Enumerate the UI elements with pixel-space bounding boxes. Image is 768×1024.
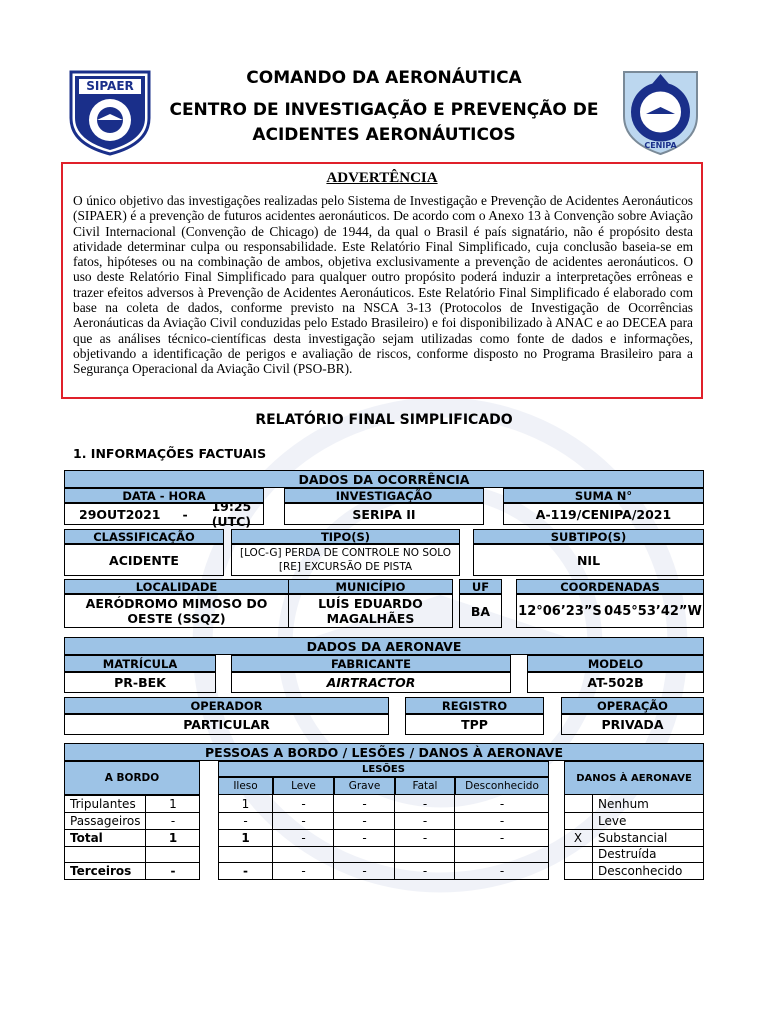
table-gridline bbox=[218, 795, 219, 879]
classificacao-label: CLASSIFICAÇÃO bbox=[64, 529, 224, 544]
table-gridline bbox=[64, 795, 65, 879]
pessoas-row-value: - bbox=[499, 797, 505, 811]
advertencia-box bbox=[61, 162, 703, 399]
investigacao-value: SERIPA II bbox=[284, 503, 484, 525]
pessoas-row-value: - bbox=[362, 814, 367, 828]
danos-mark: X bbox=[573, 831, 583, 845]
table-gridline bbox=[703, 795, 704, 879]
suma-value: A-119/CENIPA/2021 bbox=[503, 503, 704, 525]
longitude-value: 045°53’42”W bbox=[604, 603, 702, 619]
localidade-value bbox=[64, 594, 289, 628]
cenipa-logo-text: CENIPA bbox=[644, 141, 677, 150]
table-gridline bbox=[394, 795, 395, 879]
section-title: 1. INFORMAÇÕES FACTUAIS bbox=[73, 446, 267, 461]
table-gridline bbox=[145, 795, 146, 879]
pessoas-row-value: - bbox=[301, 831, 306, 845]
localidade-label: LOCALIDADE bbox=[64, 579, 289, 594]
pessoas-row-value: - bbox=[422, 831, 428, 845]
pessoas-row-total: 1 bbox=[169, 797, 177, 811]
table-gridline bbox=[218, 829, 549, 830]
tipos-label: TIPO(S) bbox=[231, 529, 460, 544]
municipio-label: MUNICÍPIO bbox=[288, 579, 453, 594]
matricula-value: PR-BEK bbox=[64, 672, 216, 693]
pessoas-row-value: - bbox=[499, 864, 505, 878]
table-gridline bbox=[272, 795, 273, 879]
danos-label-item: Nenhum bbox=[598, 797, 649, 811]
subtipos-value: NIL bbox=[473, 544, 704, 576]
danos-mark bbox=[564, 863, 592, 879]
table-gridline bbox=[564, 812, 704, 813]
danos-label-item: Desconhecido bbox=[598, 864, 683, 878]
pessoas-row-total: - bbox=[170, 864, 176, 878]
lesoes-col-header: Fatal bbox=[395, 777, 455, 795]
pessoas-row-value: - bbox=[243, 864, 248, 878]
aeronave-band: DADOS DA AERONAVE bbox=[64, 637, 704, 655]
registro-value: TPP bbox=[405, 714, 544, 735]
fabricante-value: AIRTRACTOR bbox=[231, 672, 511, 693]
pessoas-row-value: - bbox=[422, 864, 428, 878]
modelo-value: AT-502B bbox=[527, 672, 704, 693]
modelo-label: MODELO bbox=[527, 655, 704, 672]
table-gridline bbox=[64, 812, 200, 813]
registro-label: REGISTRO bbox=[405, 697, 544, 714]
table-gridline bbox=[64, 879, 200, 880]
pessoas-row-label: Terceiros bbox=[70, 864, 132, 878]
table-gridline bbox=[548, 795, 549, 879]
table-gridline bbox=[564, 829, 704, 830]
pessoas-row-label: Passageiros bbox=[70, 814, 141, 828]
fabricante-label: FABRICANTE bbox=[231, 655, 511, 672]
data-hora-value bbox=[64, 499, 264, 529]
table-gridline bbox=[218, 846, 549, 847]
operacao-value: PRIVADA bbox=[561, 714, 704, 735]
header-line-2: CENTRO DE INVESTIGAÇÃO E PREVENÇÃO DE bbox=[169, 100, 599, 120]
matricula-label: MATRÍCULA bbox=[64, 655, 216, 672]
subtipos-label: SUBTIPO(S) bbox=[473, 529, 704, 544]
table-gridline bbox=[564, 795, 565, 879]
pessoas-row-value: - bbox=[422, 797, 428, 811]
data-value: 29OUT2021 bbox=[79, 506, 161, 522]
uf-value: BA bbox=[459, 594, 502, 628]
classificacao-value: ACIDENTE bbox=[64, 544, 224, 576]
uf-label: UF bbox=[459, 579, 502, 594]
table-gridline bbox=[564, 862, 704, 863]
ocorrencia-band: DADOS DA OCORRÊNCIA bbox=[64, 470, 704, 488]
operacao-label: OPERAÇÃO bbox=[561, 697, 704, 714]
pessoas-row-label: Total bbox=[70, 831, 103, 845]
danos-label-item: Destruída bbox=[598, 847, 657, 861]
municipio-value bbox=[288, 594, 453, 628]
danos-mark bbox=[564, 813, 592, 829]
pessoas-row-value: - bbox=[362, 864, 367, 878]
danos-label-item: Substancial bbox=[598, 831, 668, 845]
table-gridline bbox=[199, 795, 200, 879]
coordenadas-value bbox=[516, 594, 704, 628]
table-gridline bbox=[564, 879, 704, 880]
danos-label-item: Leve bbox=[598, 814, 627, 828]
suma-label: SUMA N° bbox=[503, 488, 704, 503]
table-gridline bbox=[592, 795, 593, 879]
investigacao-label: INVESTIGAÇÃO bbox=[284, 488, 484, 503]
pessoas-row-value: - bbox=[499, 814, 505, 828]
data-hora-label: DATA - HORA bbox=[64, 488, 264, 503]
table-gridline bbox=[64, 795, 200, 796]
localidade-line-2: OESTE (SSQZ) bbox=[127, 611, 226, 626]
pessoas-row-value: - bbox=[499, 831, 505, 845]
table-gridline bbox=[564, 846, 704, 847]
table-gridline bbox=[454, 795, 455, 879]
coordenadas-label: COORDENADAS bbox=[516, 579, 704, 594]
pessoas-row-value: - bbox=[362, 831, 367, 845]
danos-mark bbox=[564, 796, 592, 812]
pessoas-row-label: Tripulantes bbox=[70, 797, 136, 811]
header-line-3: ACIDENTES AERONÁUTICOS bbox=[252, 125, 516, 145]
lesoes-col-header: Leve bbox=[273, 777, 334, 795]
hora-value: 19:25 (UTC) bbox=[211, 499, 252, 529]
danos-mark bbox=[564, 846, 592, 862]
pessoas-row-value: - bbox=[301, 864, 306, 878]
report-title: RELATÓRIO FINAL SIMPLIFICADO bbox=[255, 412, 513, 428]
header-line-1: COMANDO DA AERONÁUTICA bbox=[246, 68, 522, 88]
pessoas-row-value: - bbox=[301, 814, 306, 828]
table-gridline bbox=[218, 862, 549, 863]
municipio-line-2: MAGALHÃES bbox=[326, 611, 415, 626]
a-bordo-label: A BORDO bbox=[64, 761, 200, 795]
tipo-2: [RE] EXCURSÃO DE PISTA bbox=[278, 561, 413, 573]
danos-label: DANOS À AERONAVE bbox=[564, 761, 704, 795]
latitude-value: 12°06’23”S bbox=[518, 603, 602, 619]
table-gridline bbox=[218, 879, 549, 880]
pessoas-row-value: - bbox=[422, 814, 428, 828]
table-gridline bbox=[333, 795, 334, 879]
table-gridline bbox=[64, 829, 200, 830]
pessoas-row-value: - bbox=[243, 814, 248, 828]
tipo-1: [LOC-G] PERDA DE CONTROLE NO SOLO bbox=[239, 547, 452, 559]
table-gridline bbox=[64, 862, 200, 863]
pessoas-row-value: - bbox=[301, 797, 306, 811]
pessoas-row-total: - bbox=[170, 814, 176, 828]
operador-label: OPERADOR bbox=[64, 697, 389, 714]
pessoas-row-total: 1 bbox=[168, 831, 178, 845]
pessoas-band: PESSOAS A BORDO / LESÕES / DANOS À AERONAVE bbox=[64, 743, 704, 761]
municipio-line-1: LUÍS EDUARDO bbox=[318, 596, 423, 611]
pessoas-row-value: 1 bbox=[241, 831, 250, 845]
sipaer-logo-text: SIPAER bbox=[86, 79, 134, 93]
advertencia-body: O único objetivo das investigações realizadas pelo Sistema de Investigação e Prevenção de Acidentes Aeronáuticos (SIPAER) é a prevenção de futuros acidentes aeronáuticos. De acordo com o Anexo 13 à Convenção sobre Aviação Civil Internacional (Convenção de Chicago) de 1944, da qual o Brasil é país signatário, não é propósito desta atividade determinar culpa ou responsabilidade. Este Relatório Final Simplificado, cuja conclusão baseia-se em fatos, hipóteses ou na combinação de ambos, objetiva exclusivamente a prevenção de acidentes aeronáuticos. O uso deste Relatório Final Simplificado para qualquer outro propósito poderá induzir a interpretações errôneas e trazer efeitos adversos à Prevenção de Acidentes Aeronáuticos. Este Relatório Final Simplificado é elaborado com base na coleta de dados, conforme previsto na NSCA 3-13 (Protocolos de Investigação de Ocorrências Aeronáuticas da Aviação Civil conduzidas pelo Estado Brasileiro) e foi disponibilizado à ANAC e ao DECEA para que as análises técnico-científicas desta investigação sejam utilizadas como fonte de dados e informações, objetivando a identificação de perigos e avaliação de riscos, conforme disposto no Programa Brasileiro para a Segurança Operacional da Aviação Civil (PSO-BR). bbox=[73, 193, 693, 377]
table-gridline bbox=[64, 846, 200, 847]
pessoas-row-value: 1 bbox=[241, 797, 250, 811]
operador-value: PARTICULAR bbox=[64, 714, 389, 735]
pessoas-row-value: - bbox=[362, 797, 367, 811]
lesoes-label: LESÕES bbox=[218, 761, 549, 777]
tipos-value bbox=[231, 544, 460, 576]
lesoes-col-header: Grave bbox=[334, 777, 395, 795]
lesoes-col-header: Ileso bbox=[218, 777, 273, 795]
advertencia-title: ADVERTÊNCIA bbox=[326, 170, 438, 186]
localidade-line-1: AERÓDROMO MIMOSO DO bbox=[85, 596, 268, 611]
data-hora-sep: - bbox=[182, 506, 188, 522]
table-gridline bbox=[218, 812, 549, 813]
lesoes-col-header: Desconhecido bbox=[455, 777, 549, 795]
